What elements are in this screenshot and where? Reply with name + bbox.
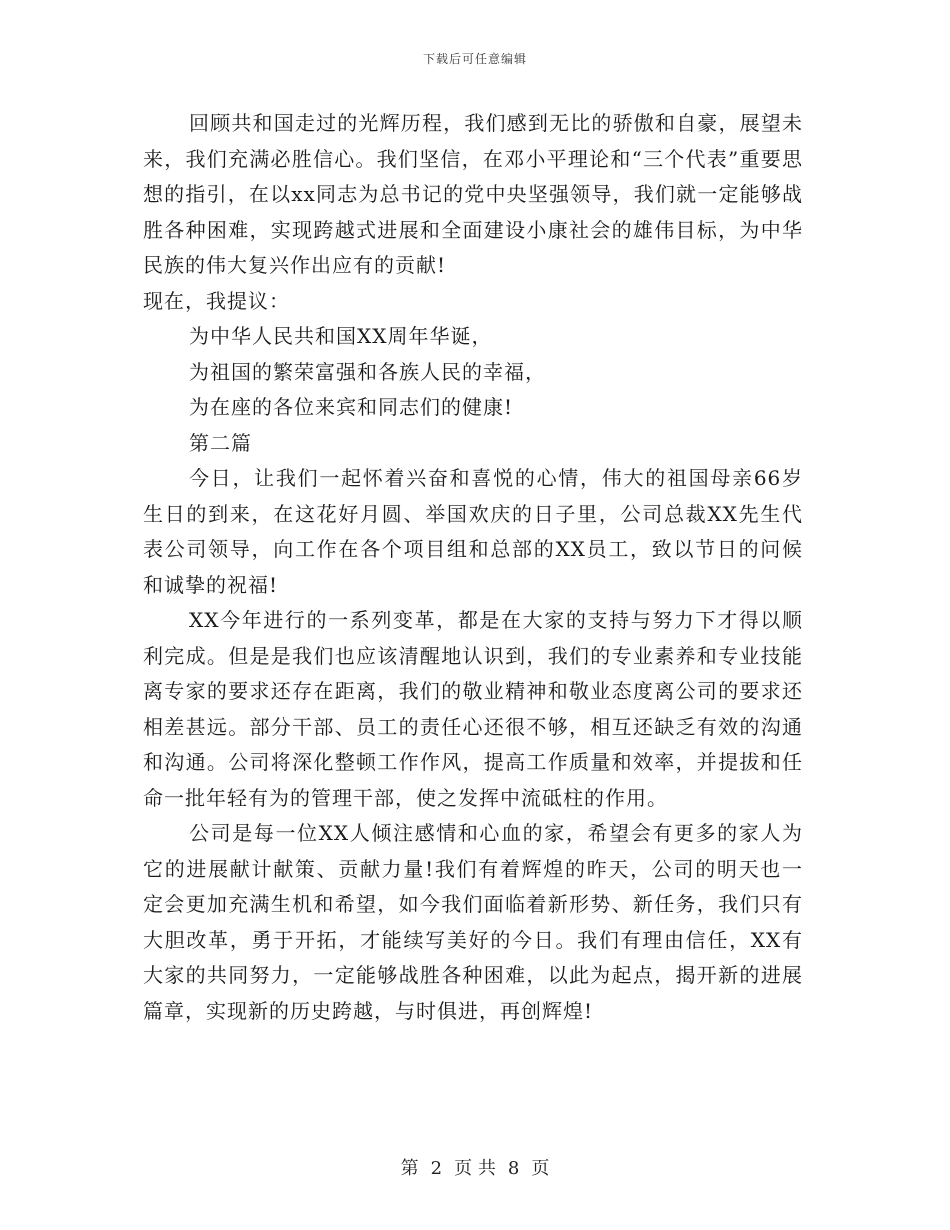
document-body — [143, 106, 803, 1029]
footer-middle: 页 共 — [454, 1158, 496, 1179]
footer-page-number: 2 — [430, 1158, 443, 1179]
toast-line-health: 为在座的各位来宾和同志们的健康! — [189, 395, 514, 419]
paragraph-review: 回顾共和国走过的光辉历程，我们感到无比的骄傲和自豪，展望未来，我们充满必胜信心。我们坚信，在邓小平理论和“三个代表”重要思想的指引，在以xx同志为总书记的党中央坚强领导，我们就一定能够战胜各种困难，实现跨越式进展和全面建设小康社会的雄伟目标，为中华民族的伟大复兴作出应有的贡献! — [143, 111, 803, 277]
footer-suffix: 页 — [531, 1158, 550, 1179]
paragraph-proposal-intro: 现在，我提议： — [143, 288, 290, 313]
footer-total-pages: 8 — [507, 1158, 520, 1179]
paragraph-celebration: 今日，让我们一起怀着兴奋和喜悦的心情，伟大的祖国母亲66岁生日的到来，在这花好月圆、举国欢庆的日子里，公司总裁XX先生代表公司领导，向工作在各个项目组和总部的XX员工，致以节日的问候和诚挚的祝福! — [143, 466, 803, 597]
toast-line-prosperity: 为祖国的繁荣富强和各族人民的幸福， — [189, 359, 546, 384]
paragraph-reforms: XX今年进行的一系列变革，都是在大家的支持与努力下才得以顺利完成。但是是我们也应该清醒地认识到，我们的专业素养和专业技能离专家的要求还存在距离，我们的敬业精神和敬业态度离公司的要求还相差甚远。部分干部、员工的责任心还很不够，相互还缺乏有效的沟通和沟通。公司将深化整顿工作作风，提高工作质量和效率，并提拔和任命一批年轻有为的管理干部，使之发挥中流砥柱的作用。 — [143, 608, 803, 810]
paragraph-future: 公司是每一位XX人倾注感情和心血的家，希望会有更多的家人为它的进展献计献策、贡献力量!我们有着辉煌的昨天，公司的明天也一定会更加充满生机和希望，如今我们面临着新形势、新任务，我们只有大胆改革，勇于开拓，才能续写美好的今日。我们有理由信任，XX有大家的共同努力，一定能够战胜各种困难，以此为起点，揭开新的进展篇章，实现新的历史跨越，与时俱进，再创辉煌! — [143, 821, 803, 1023]
footer-prefix: 第 — [400, 1158, 419, 1179]
toast-line-anniversary: 为中华人民共和国XX周年华诞， — [189, 324, 493, 348]
section-heading-second: 第二篇 — [189, 430, 252, 455]
page-footer — [0, 1154, 950, 1180]
page-header: 下载后可任意编辑 — [422, 52, 527, 66]
